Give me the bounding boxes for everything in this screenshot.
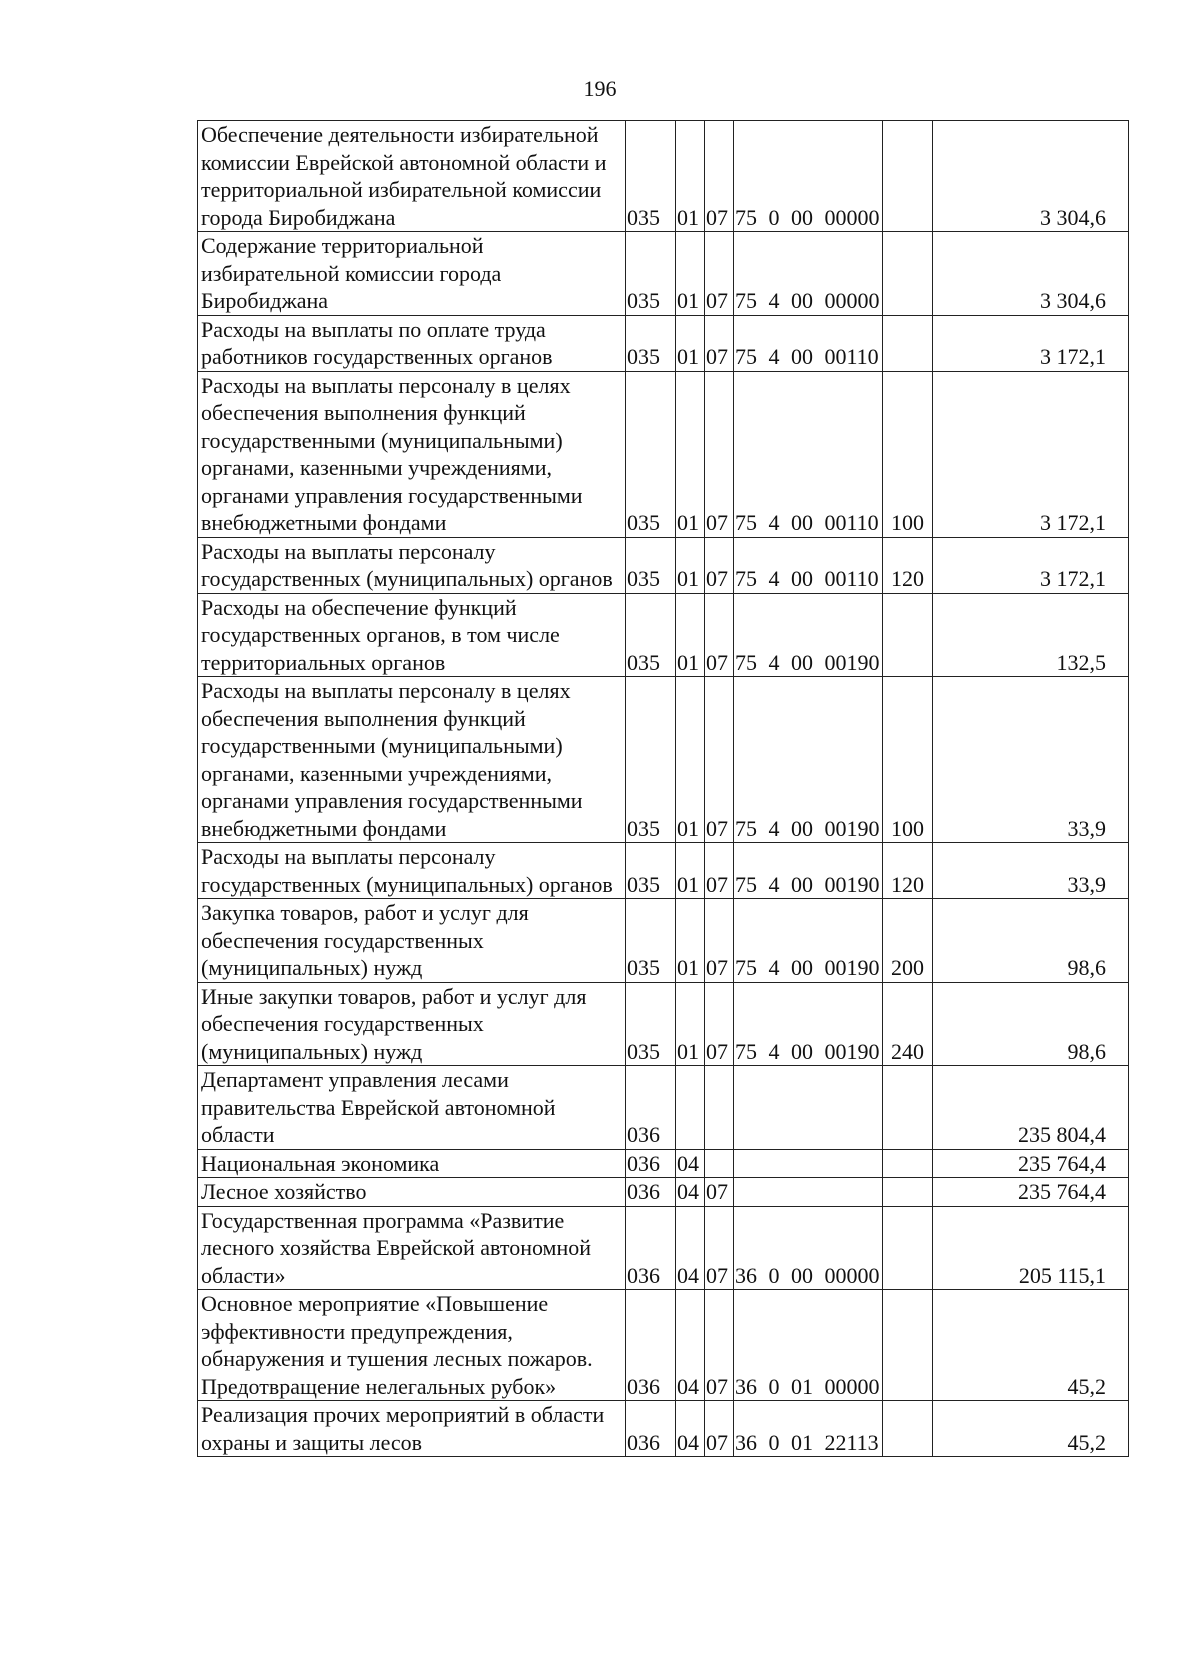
row-section-cell: 04 [676,1206,705,1290]
row-subsection-cell [705,1149,734,1178]
row-section-cell: 04 [676,1290,705,1401]
row-amount-cell: 33,9 [933,843,1129,899]
row-target-article-cell [734,1178,883,1207]
row-name-cell: Обеспечение деятельности избирательной комиссии Еврейской автономной области и территориальной избирательной комиссии города Биробиджана [198,121,626,232]
table-row [198,1149,1129,1178]
row-section-cell: 04 [676,1178,705,1207]
row-target-article-cell: 75 4 00 00110 [734,371,883,537]
row-grbs-cell: 035 [626,677,676,843]
row-amount-cell: 45,2 [933,1290,1129,1401]
row-section-cell: 01 [676,677,705,843]
table-row [198,1290,1129,1401]
row-grbs-cell: 035 [626,593,676,677]
row-expense-type-cell: 200 [883,899,933,983]
row-expense-type-cell [883,232,933,316]
table-row [198,1178,1129,1207]
row-target-article-cell: 75 0 00 00000 [734,121,883,232]
row-target-article-cell: 36 0 00 00000 [734,1206,883,1290]
row-amount-cell: 205 115,1 [933,1206,1129,1290]
row-name-cell: Расходы на выплаты персоналу в целях обеспечения выполнения функций государственными (муниципальными) органами, казенными учреждениями, органами управления государственными внебюджетными фондами [198,677,626,843]
row-amount-cell: 3 304,6 [933,232,1129,316]
row-amount-cell: 98,6 [933,899,1129,983]
row-grbs-cell: 036 [626,1206,676,1290]
row-subsection-cell: 07 [705,677,734,843]
row-target-article-cell: 75 4 00 00190 [734,843,883,899]
table-row [198,677,1129,843]
row-section-cell: 01 [676,843,705,899]
row-subsection-cell: 07 [705,899,734,983]
row-subsection-cell: 07 [705,593,734,677]
table-row [198,371,1129,537]
row-section-cell: 01 [676,899,705,983]
row-name-cell: Расходы на выплаты персоналу государственных (муниципальных) органов [198,843,626,899]
row-target-article-cell: 75 4 00 00190 [734,899,883,983]
row-section-cell: 01 [676,121,705,232]
row-amount-cell: 45,2 [933,1401,1129,1457]
row-amount-cell: 235 764,4 [933,1178,1129,1207]
table-row [198,1066,1129,1150]
row-subsection-cell: 07 [705,121,734,232]
row-subsection-cell: 07 [705,1178,734,1207]
row-name-cell: Департамент управления лесами правительства Еврейской автономной области [198,1066,626,1150]
row-grbs-cell: 036 [626,1290,676,1401]
row-section-cell: 04 [676,1149,705,1178]
row-subsection-cell: 07 [705,843,734,899]
row-amount-cell: 235 804,4 [933,1066,1129,1150]
row-target-article-cell: 75 4 00 00190 [734,593,883,677]
row-grbs-cell: 035 [626,843,676,899]
row-target-article-cell: 36 0 01 22113 [734,1401,883,1457]
row-section-cell [676,1066,705,1150]
page-number: 196 [583,76,617,101]
row-name-cell: Расходы на выплаты по оплате труда работников государственных органов [198,315,626,371]
row-name-cell: Национальная экономика [198,1149,626,1178]
row-expense-type-cell [883,1149,933,1178]
row-expense-type-cell [883,1066,933,1150]
row-subsection-cell: 07 [705,537,734,593]
row-target-article-cell [734,1149,883,1178]
row-subsection-cell: 07 [705,1290,734,1401]
row-section-cell: 04 [676,1401,705,1457]
row-subsection-cell: 07 [705,232,734,316]
table-row [198,315,1129,371]
row-target-article-cell: 75 4 00 00190 [734,982,883,1066]
row-subsection-cell: 07 [705,1401,734,1457]
row-expense-type-cell: 120 [883,843,933,899]
row-expense-type-cell [883,1206,933,1290]
row-subsection-cell [705,1066,734,1150]
row-grbs-cell: 035 [626,371,676,537]
row-grbs-cell: 036 [626,1066,676,1150]
row-amount-cell: 98,6 [933,982,1129,1066]
table-row [198,1401,1129,1457]
row-name-cell: Расходы на выплаты персоналу в целях обеспечения выполнения функций государственными (муниципальными) органами, казенными учреждениями, органами управления государственными внебюджетными фондами [198,371,626,537]
row-amount-cell: 33,9 [933,677,1129,843]
row-grbs-cell: 035 [626,232,676,316]
row-subsection-cell: 07 [705,371,734,537]
row-expense-type-cell [883,593,933,677]
row-section-cell: 01 [676,315,705,371]
row-expense-type-cell [883,121,933,232]
row-amount-cell: 132,5 [933,593,1129,677]
row-name-cell: Основное мероприятие «Повышение эффективности предупреждения, обнаружения и тушения лесных пожаров. Предотвращение нелегальных рубок» [198,1290,626,1401]
row-grbs-cell: 036 [626,1149,676,1178]
row-subsection-cell: 07 [705,315,734,371]
row-expense-type-cell [883,1401,933,1457]
table-row [198,1206,1129,1290]
row-grbs-cell: 035 [626,121,676,232]
row-target-article-cell: 75 4 00 00190 [734,677,883,843]
row-name-cell: Реализация прочих мероприятий в области охраны и защиты лесов [198,1401,626,1457]
table-row [198,899,1129,983]
row-subsection-cell: 07 [705,1206,734,1290]
row-grbs-cell: 035 [626,537,676,593]
table-row [198,843,1129,899]
row-grbs-cell: 036 [626,1178,676,1207]
row-name-cell: Иные закупки товаров, работ и услуг для обеспечения государственных (муниципальных) нужд [198,982,626,1066]
row-amount-cell: 235 764,4 [933,1149,1129,1178]
row-expense-type-cell [883,315,933,371]
row-amount-cell: 3 172,1 [933,537,1129,593]
row-target-article-cell [734,1066,883,1150]
row-target-article-cell: 36 0 01 00000 [734,1290,883,1401]
row-grbs-cell: 035 [626,315,676,371]
row-grbs-cell: 035 [626,982,676,1066]
row-expense-type-cell: 120 [883,537,933,593]
row-grbs-cell: 036 [626,1401,676,1457]
row-name-cell: Закупка товаров, работ и услуг для обеспечения государственных (муниципальных) нужд [198,899,626,983]
row-expense-type-cell: 100 [883,371,933,537]
row-target-article-cell: 75 4 00 00000 [734,232,883,316]
table-row [198,537,1129,593]
table-row [198,121,1129,232]
row-section-cell: 01 [676,593,705,677]
row-name-cell: Содержание территориальной избирательной комиссии города Биробиджана [198,232,626,316]
row-expense-type-cell [883,1178,933,1207]
row-amount-cell: 3 172,1 [933,371,1129,537]
row-target-article-cell: 75 4 00 00110 [734,315,883,371]
row-section-cell: 01 [676,982,705,1066]
row-subsection-cell: 07 [705,982,734,1066]
table-body [198,121,1129,1457]
row-section-cell: 01 [676,537,705,593]
table-row [198,593,1129,677]
row-name-cell: Государственная программа «Развитие лесного хозяйства Еврейской автономной области» [198,1206,626,1290]
row-name-cell: Лесное хозяйство [198,1178,626,1207]
row-section-cell: 01 [676,232,705,316]
row-expense-type-cell [883,1290,933,1401]
row-name-cell: Расходы на обеспечение функций государственных органов, в том числе территориальных органов [198,593,626,677]
row-expense-type-cell: 100 [883,677,933,843]
row-target-article-cell: 75 4 00 00110 [734,537,883,593]
budget-table [197,120,1129,1457]
row-expense-type-cell: 240 [883,982,933,1066]
row-section-cell: 01 [676,371,705,537]
table-row [198,232,1129,316]
table-row [198,982,1129,1066]
row-amount-cell: 3 172,1 [933,315,1129,371]
row-amount-cell: 3 304,6 [933,121,1129,232]
row-name-cell: Расходы на выплаты персоналу государственных (муниципальных) органов [198,537,626,593]
row-grbs-cell: 035 [626,899,676,983]
